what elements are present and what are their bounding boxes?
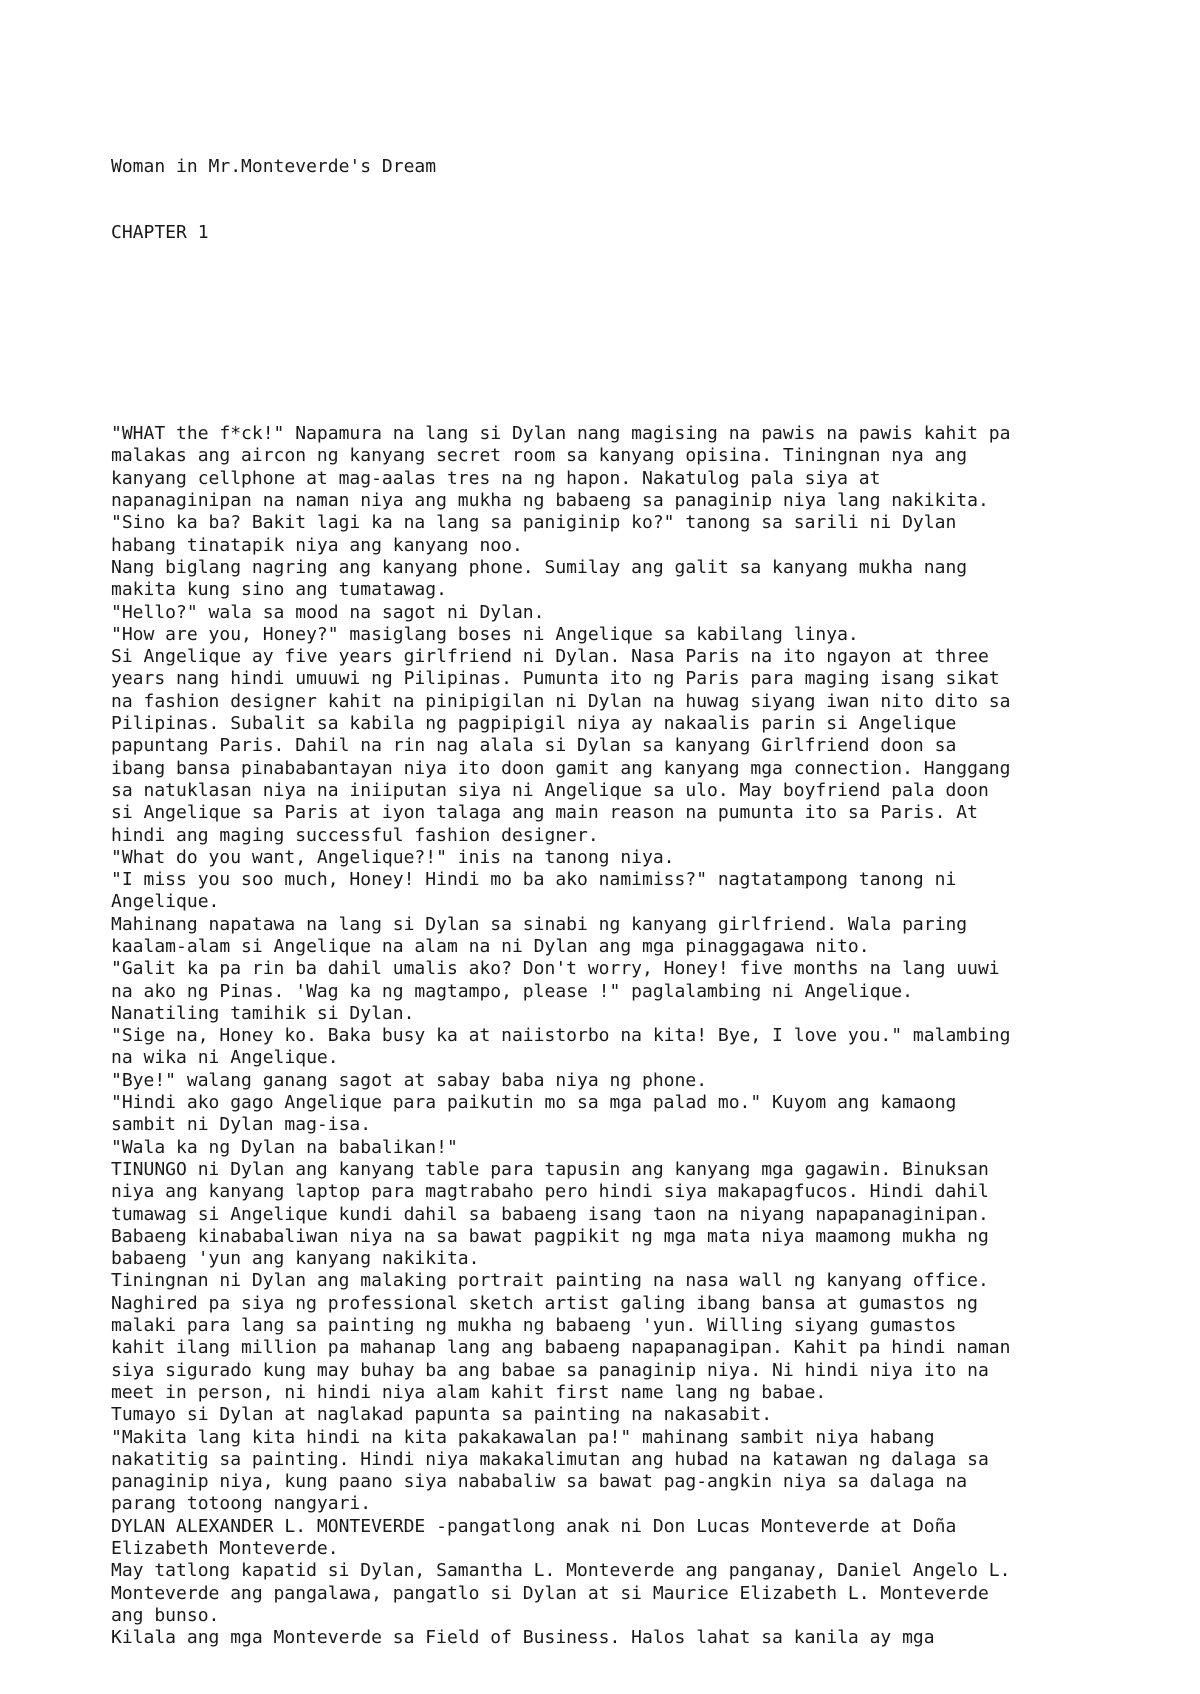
text-line: babaeng 'yun ang kanyang nakikita. (111, 1248, 480, 1270)
text-line: years nang hindi umuuwi ng Pilipinas. Pumunta ito ng Paris para maging isang sikat (111, 668, 1000, 690)
text-line: May tatlong kapatid si Dylan, Samantha L. Monteverde ang panganay, Daniel Angelo L. (111, 1560, 1011, 1582)
text-line: Kilala ang mga Monteverde sa Field of Business. Halos lahat sa kanila ay mga (111, 1627, 935, 1649)
text-line: meet in person, ni hindi niya alam kahit first name lang ng babae. (111, 1381, 827, 1403)
text-line: "Bye!" walang ganang sagot at sabay baba niya ng phone. (111, 1069, 708, 1091)
text-line: Nang biglang nagring ang kanyang phone. Sumilay ang galit sa kanyang mukha nang (111, 556, 968, 578)
text-line: papuntang Paris. Dahil na rin nag alala si Dylan sa kanyang Girlfriend doon sa (111, 735, 957, 757)
text-line: Babaeng kinababaliwan niya na sa bawat pagpikit ng mga mata niya maamong mukha ng (111, 1225, 989, 1247)
text-line: "Makita lang kita hindi na kita pakakawalan pa!" mahinang sambit niya habang (111, 1426, 935, 1448)
text-line: Pilipinas. Subalit sa kabila ng pagpipigil niya ay nakaalis parin si Angelique (111, 713, 957, 735)
text-line: na ako ng Pinas. 'Wag ka ng magtampo, please !" paglalambing ni Angelique. (111, 980, 913, 1002)
text-line: TINUNGO ni Dylan ang kanyang table para tapusin ang kanyang mga gagawin. Binuksan (111, 1158, 989, 1180)
text-line: Mahinang napatawa na lang si Dylan sa sinabi ng kanyang girlfriend. Wala paring (111, 913, 968, 935)
text-line: sa natuklasan niya na iniiputan siya ni Angelique sa ulo. May boyfriend pala doon (111, 779, 989, 801)
text-line: "What do you want, Angelique?!" inis na tanong niya. (111, 846, 675, 868)
text-line: hindi ang maging successful fashion designer. (111, 824, 599, 846)
text-line: "WHAT the f*ck!" Napamura na lang si Dylan nang magising na pawis na pawis kahit pa (111, 423, 1011, 445)
text-line: si Angelique sa Paris at iyon talaga ang main reason na pumunta ito sa Paris. At (111, 802, 978, 824)
text-line: malakas ang aircon ng kanyang secret room sa kanyang opisina. Tiningnan nya ang (111, 445, 968, 467)
text-line: "Galit ka pa rin ba dahil umalis ako? Don't worry, Honey! five months na lang uuwi (111, 958, 1000, 980)
document-title: Woman in Mr.Monteverde's Dream (111, 155, 437, 177)
text-line: Tumayo si Dylan at naglakad papunta sa painting na nakasabit. (111, 1404, 773, 1426)
text-line: tumawag si Angelique kundi dahil sa babaeng isang taon na niyang napapanaginipan. (111, 1203, 989, 1225)
text-line: Nanatiling tamihik si Dylan. (111, 1002, 415, 1024)
text-line: "Wala ka ng Dylan na babalikan!" (111, 1136, 458, 1158)
text-line: sambit ni Dylan mag-isa. (111, 1114, 372, 1136)
text-line: napanaginipan na naman niya ang mukha ng babaeng sa panaginip niya lang nakikita. (111, 490, 989, 512)
text-line: kanyang cellphone at mag-aalas tres na ng hapon. Nakatulog pala siya at (111, 467, 881, 489)
text-line: kahit ilang million pa mahanap lang ang babaeng napapanagipan. Kahit pa hindi naman (111, 1337, 1011, 1359)
text-line: Naghired pa siya ng professional sketch artist galing ibang bansa at gumastos ng (111, 1292, 978, 1314)
text-line: na wika ni Angelique. (111, 1047, 339, 1069)
text-line: kaalam-alam si Angelique na alam na ni Dylan ang mga pinaggagawa nito. (111, 935, 870, 957)
text-line: parang totoong nangyari. (111, 1493, 372, 1515)
chapter-heading: CHAPTER 1 (111, 222, 209, 244)
text-line: "How are you, Honey?" masiglang boses ni Angelique sa kabilang linya. (111, 623, 859, 645)
text-line: "Hello?" wala sa mood na sagot ni Dylan. (111, 601, 545, 623)
text-line: Tiningnan ni Dylan ang malaking portrait painting na nasa wall ng kanyang office. (111, 1270, 989, 1292)
text-line: "Sino ka ba? Bakit lagi ka na lang sa paniginip ko?" tanong sa sarili ni Dylan (111, 512, 957, 534)
text-line: Elizabeth Monteverde. (111, 1538, 339, 1559)
body-text (111, 423, 1111, 1649)
blank-line (111, 289, 1111, 311)
text-line: Angelique. (111, 891, 220, 913)
text-line: na fashion designer kahit na pinipigilan ni Dylan na huwag siyang iwan nito dito sa (111, 690, 1011, 712)
text-line: Si Angelique ay five years girlfriend ni Dylan. Nasa Paris na ito ngayon at three (111, 646, 989, 668)
text-line: siya sigurado kung may buhay ba ang babae sa panaginip niya. Ni hindi niya ito na (111, 1359, 989, 1381)
text-line: ang bunso. (111, 1604, 220, 1626)
text-line: Monteverde ang pangalawa, pangatlo si Dylan at si Maurice Elizabeth L. Monteverde (111, 1582, 989, 1604)
text-line: "Sige na, Honey ko. Baka busy ka at naiistorbo na kita! Bye, I love you." malambing (111, 1025, 1011, 1047)
blank-line (111, 356, 1111, 378)
text-line: nakatitig sa painting. Hindi niya makakalimutan ang hubad na katawan ng dalaga sa (111, 1448, 989, 1470)
text-line: malaki para lang sa painting ng mukha ng babaeng 'yun. Willing siyang gumastos (111, 1315, 957, 1337)
text-line: panaginip niya, kung paano siya nababaliw sa bawat pag-angkin niya sa dalaga na (111, 1471, 968, 1493)
text-line: ibang bansa pinababantayan niya ito doon gamit ang kanyang mga connection. Hanggang (111, 757, 1011, 779)
text-line: "I miss you soo much, Honey! Hindi mo ba ako namimiss?" nagtatampong tanong ni (111, 869, 957, 891)
text-line: niya ang kanyang laptop para magtrabaho pero hindi siya makapagfucos. Hindi dahil (111, 1181, 989, 1203)
document-text (111, 111, 1111, 1694)
text-line: habang tinatapik niya ang kanyang noo. (111, 534, 523, 556)
text-line: makita kung sino ang tumatawag. (111, 579, 447, 601)
text-line: DYLAN ALEXANDER L. MONTEVERDE -pangatlong anak ni Don Lucas Monteverde at Doña (111, 1515, 957, 1537)
text-line: "Hindi ako gago Angelique para paikutin mo sa mga palad mo." Kuyom ang kamaong (111, 1092, 957, 1114)
